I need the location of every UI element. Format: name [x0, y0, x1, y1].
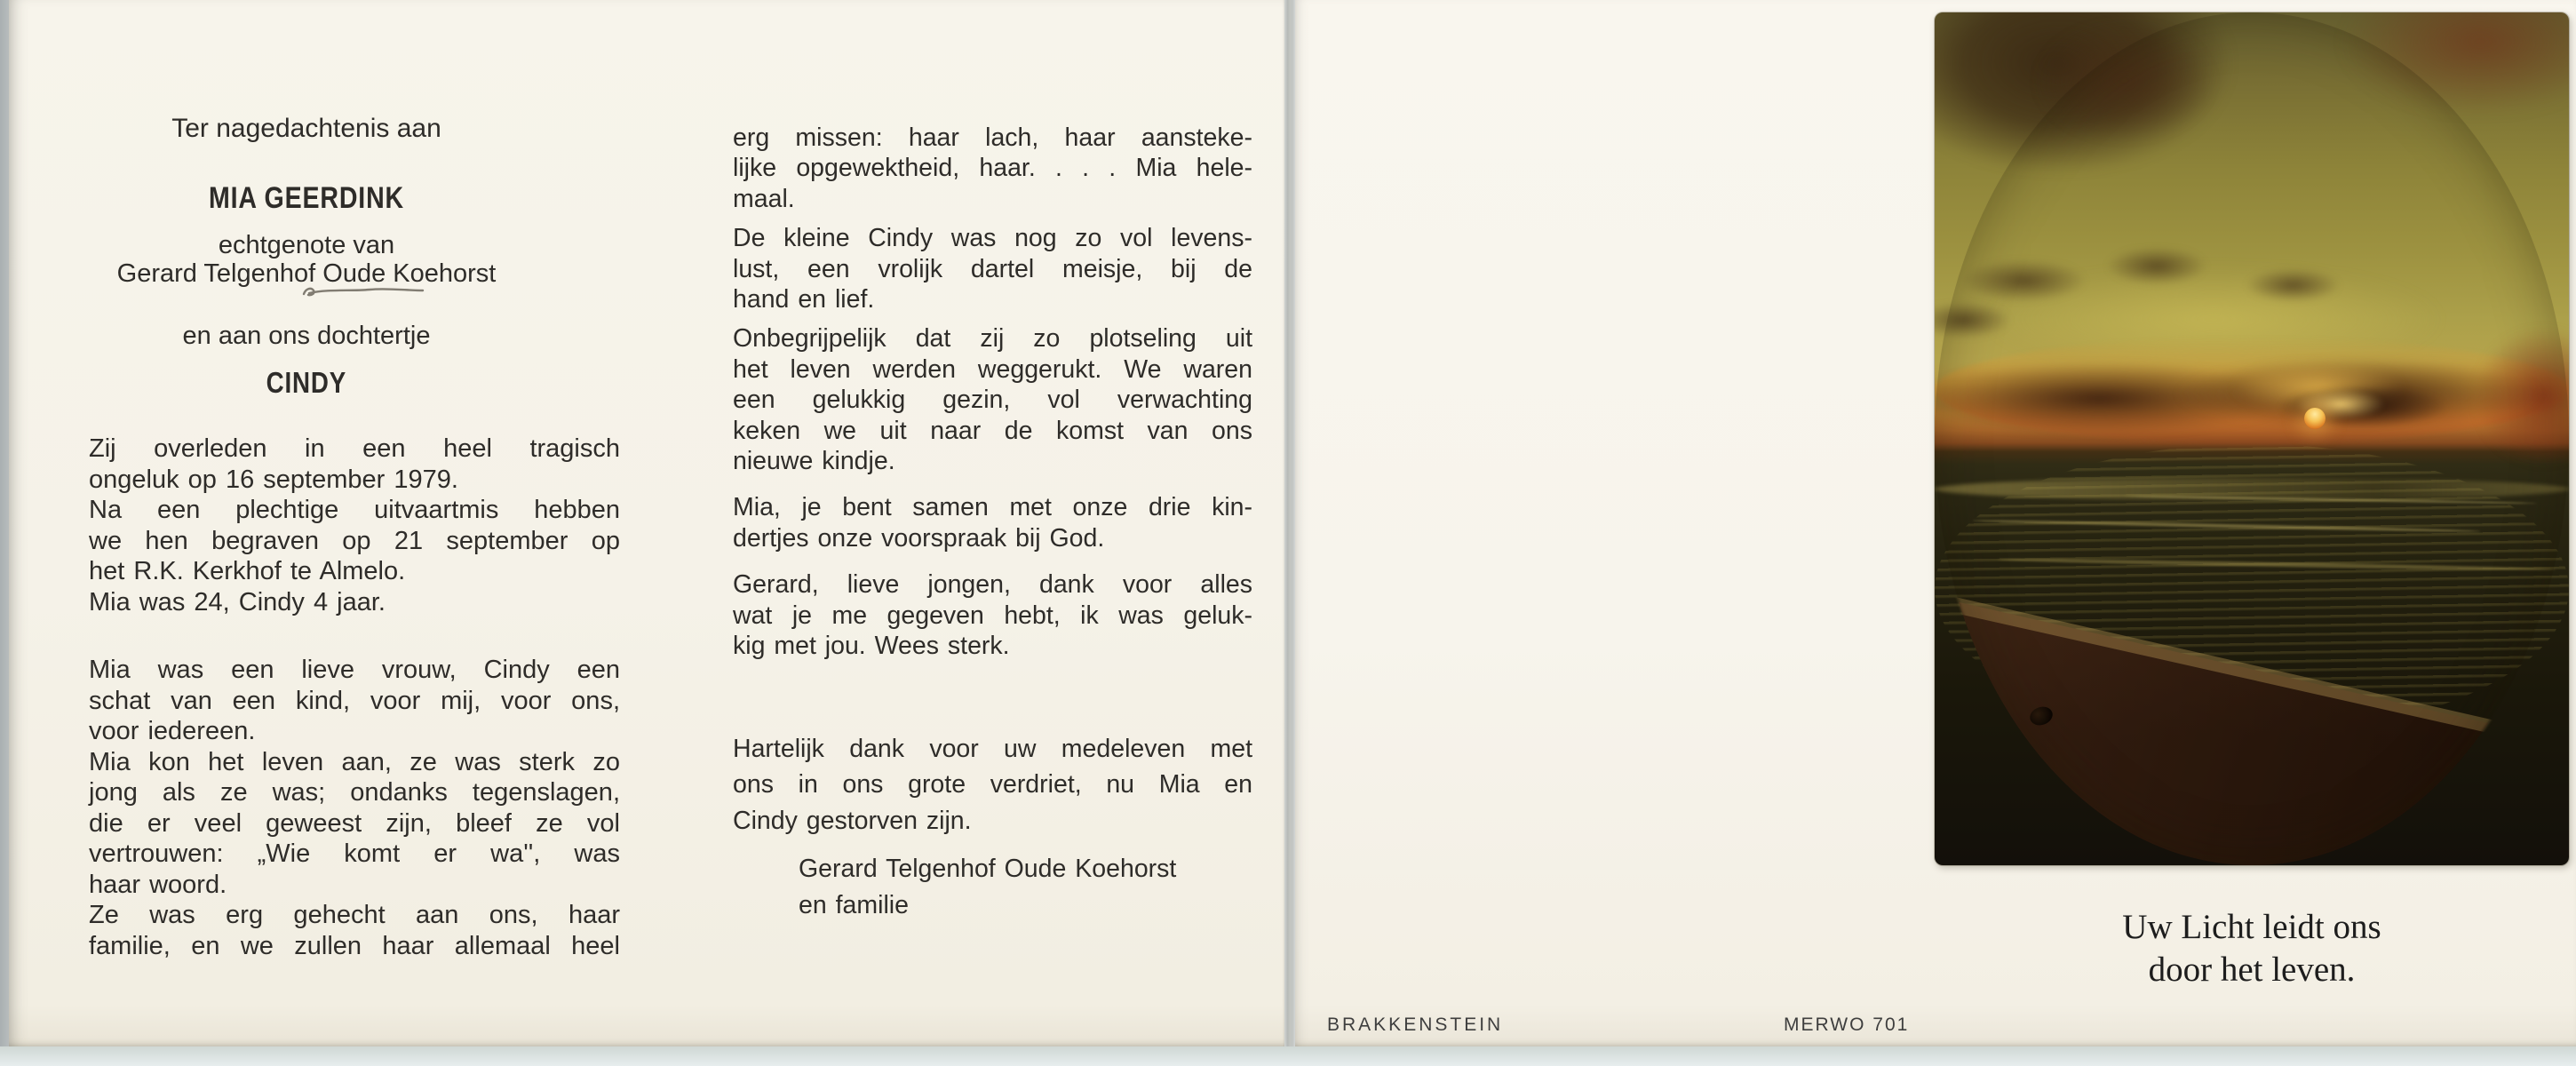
text-line: Zij overleden in een heel tragisch — [89, 434, 620, 463]
text-line: De kleine Cindy was nog zo vol levens- — [733, 224, 1252, 253]
text-line: keken we uit naar de komst van ons — [733, 416, 1252, 445]
text-line: een gelukkig gezin, vol verwachting — [733, 386, 1252, 415]
text-line: en familie — [799, 891, 909, 919]
text-line: Ze was erg gehecht aan ons, haar — [89, 901, 620, 929]
text-line: dertjes onze voorspraak bij God. — [733, 523, 1105, 553]
text-line: maal. — [733, 184, 795, 213]
text-line: wat je me gegeven hebt, ik was geluk- — [733, 601, 1252, 630]
paragraph-death-announcement — [89, 434, 620, 617]
text-line: het leven werden weggerukt. We waren — [733, 354, 1252, 384]
deceased-name-secondary — [98, 366, 515, 400]
text-line: we hen begraven op 21 september op — [89, 526, 620, 555]
pen-underline-mark — [298, 284, 427, 298]
signature-block — [733, 851, 1252, 924]
memorial-intro: Ter nagedachtenis aan — [171, 114, 441, 143]
text-line: Mia kon het leven aan, ze was sterk zo — [89, 747, 620, 776]
paragraph-to-gerard — [733, 569, 1252, 661]
paragraph-torn-from-life — [733, 323, 1252, 476]
text-line: familie, en we zullen haar allemaal heel — [89, 931, 620, 960]
text-line: nieuwe kindje. — [733, 447, 895, 476]
text-line: Cindy gestorven zijn. — [733, 806, 972, 835]
text-line: Mia was een lieve vrouw, Cindy een — [89, 656, 620, 684]
deceased-name-primary-text: MIA GEERDINK — [208, 181, 405, 215]
text-line: kig met jou. Wees sterk. — [733, 632, 1010, 661]
text-line: Gerard Telgenhof Oude Koehorst — [799, 855, 1177, 883]
sunset-beach-photo — [1935, 12, 2569, 865]
text-line: het R.K. Kerkhof te Almelo. — [89, 557, 406, 585]
text-line: schat van een kind, voor mij, voor ons, — [89, 686, 620, 715]
caption-line-2: door het leven. — [2148, 951, 2356, 989]
text-line: Onbegrijpelijk dat zij zo plotseling uit — [733, 324, 1252, 354]
text-line: Gerard, lieve jongen, dank voor alles — [733, 570, 1252, 600]
card-inner-page — [9, 0, 1284, 1046]
text-column-1 — [89, 434, 620, 961]
text-column-2 — [733, 123, 1252, 924]
text-line: lust, een vrolijk dartel meisje, bij de — [733, 254, 1252, 283]
deceased-name-primary — [98, 181, 515, 216]
text-line: hand en lief. — [733, 285, 875, 314]
photo-caption — [1935, 906, 2569, 991]
photo-vignette — [1935, 12, 2569, 865]
text-line: lijke opgewektheid, haar. . . . Mia hele- — [733, 154, 1252, 183]
paragraph-thanks — [733, 731, 1252, 839]
spouse-intro: echtgenote van — [218, 231, 395, 259]
paragraph-cindy — [733, 223, 1252, 314]
paragraph-remembrance — [89, 655, 620, 961]
text-line: haar woord. — [89, 870, 227, 899]
text-line: ons in ons grote verdriet, nu Mia en — [733, 770, 1252, 799]
paragraph-intercession — [733, 492, 1252, 553]
caption-line-1: Uw Licht leidt ons — [2122, 908, 2381, 946]
text-line: voor iedereen. — [89, 717, 256, 745]
daughter-intro: en aan ons dochtertje — [182, 322, 431, 350]
printer-credit-merwo: MERWO 701 — [1784, 1014, 1910, 1035]
text-line: die er veel geweest zijn, bleef ze vol — [89, 808, 620, 838]
deceased-name-secondary-text: CINDY — [266, 366, 347, 399]
text-line: vertrouwen: „Wie komt er wa'', was — [89, 839, 620, 868]
text-line: Mia, je bent samen met onze drie kin- — [733, 493, 1252, 522]
text-line: Hartelijk dank voor uw medeleven met — [733, 734, 1252, 763]
scanner-edge-bottom — [0, 1046, 2576, 1066]
text-line: ongeluk op 16 september 1979. — [89, 465, 458, 494]
text-line: Na een plechtige uitvaartmis hebben — [89, 496, 620, 524]
text-line: jong als ze was; ondanks tegenslagen, — [89, 778, 620, 807]
scanner-edge-left — [0, 0, 9, 1048]
text-line: Mia was 24, Cindy 4 jaar. — [89, 587, 386, 617]
printer-credit-brakkenstein: BRAKKENSTEIN — [1327, 1014, 1504, 1035]
paragraph-missing-her — [733, 123, 1252, 214]
spouse-name: Gerard Telgenhof Oude Koehorst — [116, 259, 497, 288]
text-line: erg missen: haar lach, haar aansteke- — [733, 123, 1252, 152]
